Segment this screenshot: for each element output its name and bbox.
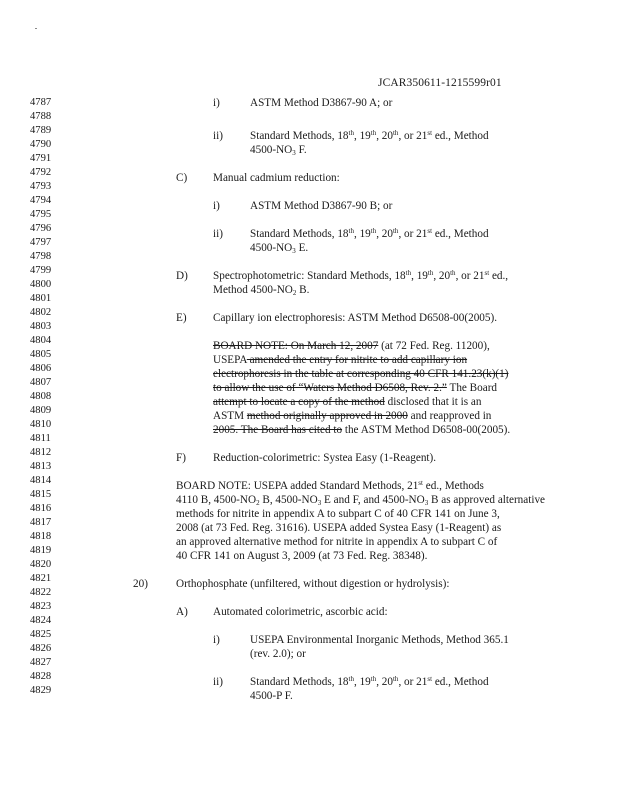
method-text-cont: (rev. 2.0); or	[250, 648, 306, 660]
note-line: to allow the use of “Waters Method D6508, Rev. 2.” The Board	[213, 382, 498, 394]
line-number: 4792	[30, 167, 52, 178]
list-marker: i)	[213, 634, 220, 646]
line-number: 4800	[30, 279, 52, 290]
list-marker: C)	[176, 172, 188, 184]
method-text: Standard Methods, 18th, 19th, 20th, or 21st ed., Method	[250, 675, 489, 688]
line-number: 4787	[30, 97, 52, 108]
line-number: 4795	[30, 209, 52, 220]
line-number: 4791	[30, 153, 52, 164]
line-number: 4818	[30, 531, 52, 542]
list-marker: ii)	[213, 676, 223, 688]
line-number: 4813	[30, 461, 52, 472]
list-marker: D)	[176, 270, 188, 282]
line-number: 4824	[30, 615, 52, 626]
line-number: 4788	[30, 111, 52, 122]
line-number: 4826	[30, 643, 52, 654]
method-text-cont: $4500-NO_3$ F.	[250, 144, 307, 157]
line-number: 4822	[30, 587, 52, 598]
heading-text: Automated colorimetric, ascorbic acid:	[213, 606, 388, 618]
method-text: Capillary ion electrophoresis: ASTM Method D6508-00(2005).	[213, 312, 497, 324]
heading-text: Manual cadmium reduction:	[213, 172, 340, 184]
list-marker: i)	[213, 97, 220, 109]
note-line: 2008 (at 73 Fed. Reg. 31616). USEPA added Systea Easy (1-Reagent) as	[176, 522, 502, 534]
note-line: 2005. The Board has cited to the ASTM Method D6508-00(2005).	[213, 424, 511, 436]
line-number: 4801	[30, 293, 52, 304]
list-marker: F)	[176, 452, 186, 464]
list-marker: 20)	[133, 578, 148, 590]
line-number: 4809	[30, 405, 52, 416]
line-number: 4804	[30, 335, 52, 346]
line-number: 4798	[30, 251, 52, 262]
line-number: 4825	[30, 629, 52, 640]
method-text: ASTM Method D3867-90 B; or	[250, 200, 393, 212]
note-line: methods for nitrite in appendix A to subpart C of 40 CFR 141 on June 3,	[176, 508, 500, 520]
method-text-cont: $4500-NO_3$ E.	[250, 242, 309, 255]
note-line: USEPA amended the entry for nitrite to add capillary ion	[213, 354, 468, 366]
line-number: 4789	[30, 125, 52, 136]
note-line: 40 CFR 141 on August 3, 2009 (at 73 Fed. Reg. 38348).	[176, 550, 428, 562]
line-number: 4812	[30, 447, 52, 458]
line-number: 4799	[30, 265, 52, 276]
line-number: 4811	[30, 433, 51, 444]
line-number: 4810	[30, 419, 52, 430]
list-marker: ii)	[213, 228, 223, 240]
method-text: ASTM Method D3867-90 A; or	[250, 97, 393, 109]
line-number: 4805	[30, 349, 52, 360]
method-text: USEPA Environmental Inorganic Methods, Method 365.1	[250, 634, 509, 646]
heading-text: Orthophosphate (unfiltered, without digestion or hydrolysis):	[176, 578, 450, 590]
method-text: Reduction-colorimetric: Systea Easy (1-Reagent).	[213, 452, 437, 464]
line-number: 4829	[30, 685, 52, 696]
note-line: attempt to locate a copy of the method disclosed that it is an	[213, 396, 482, 408]
line-number: 4794	[30, 195, 52, 206]
scan-speck	[35, 28, 37, 29]
line-number: 4828	[30, 671, 52, 682]
line-number: 4823	[30, 601, 52, 612]
line-number: 4806	[30, 363, 52, 374]
line-number: 4807	[30, 377, 52, 388]
method-text: Standard Methods, 18th, 19th, 20th, or 21st ed., Method	[250, 129, 489, 142]
line-number: 4820	[30, 559, 52, 570]
line-number: 4796	[30, 223, 52, 234]
line-number: 4821	[30, 573, 52, 584]
list-marker: E)	[176, 312, 187, 324]
note-line: 4110 B, $4500-NO_2$ B, $4500-NO_3$ E and F, and $4500-NO_3$ B as approved alternative	[176, 494, 546, 507]
line-number: 4790	[30, 139, 52, 150]
note-line: electrophoresis in the table at corresponding 40 CFR 141.23(k)(1)	[213, 368, 509, 380]
method-text-cont: Method $4500-NO_2$ B.	[213, 284, 310, 297]
line-number: 4827	[30, 657, 52, 668]
list-marker: A)	[176, 606, 188, 618]
line-number: 4816	[30, 503, 52, 514]
line-number: 4802	[30, 307, 52, 318]
line-number: 4793	[30, 181, 52, 192]
method-text: Standard Methods, 18th, 19th, 20th, or 21st ed., Method	[250, 227, 489, 240]
line-number: 4797	[30, 237, 52, 248]
line-number: 4814	[30, 475, 52, 486]
document-id: JCAR350611-1215599r01	[378, 77, 502, 89]
line-number: 4808	[30, 391, 52, 402]
method-text: Spectrophotometric: Standard Methods, 18th, 19th, 20th, or 21st ed.,	[213, 269, 509, 282]
note-line: ASTM method originally approved in 2000 and reapproved in	[213, 410, 492, 422]
note-line: an approved alternative method for nitrite in appendix A to subpart C of	[176, 536, 498, 548]
line-number: 4817	[30, 517, 52, 528]
list-marker: ii)	[213, 130, 223, 142]
list-marker: i)	[213, 200, 220, 212]
method-text-cont: 4500-P F.	[250, 690, 293, 702]
line-number: 4815	[30, 489, 52, 500]
line-number: 4803	[30, 321, 52, 332]
note-line: BOARD NOTE: On March 12, 2007 (at 72 Fed. Reg. 11200),	[213, 340, 490, 352]
note-line: BOARD NOTE: USEPA added Standard Methods, 21st ed., Methods	[176, 479, 484, 492]
line-number: 4819	[30, 545, 52, 556]
